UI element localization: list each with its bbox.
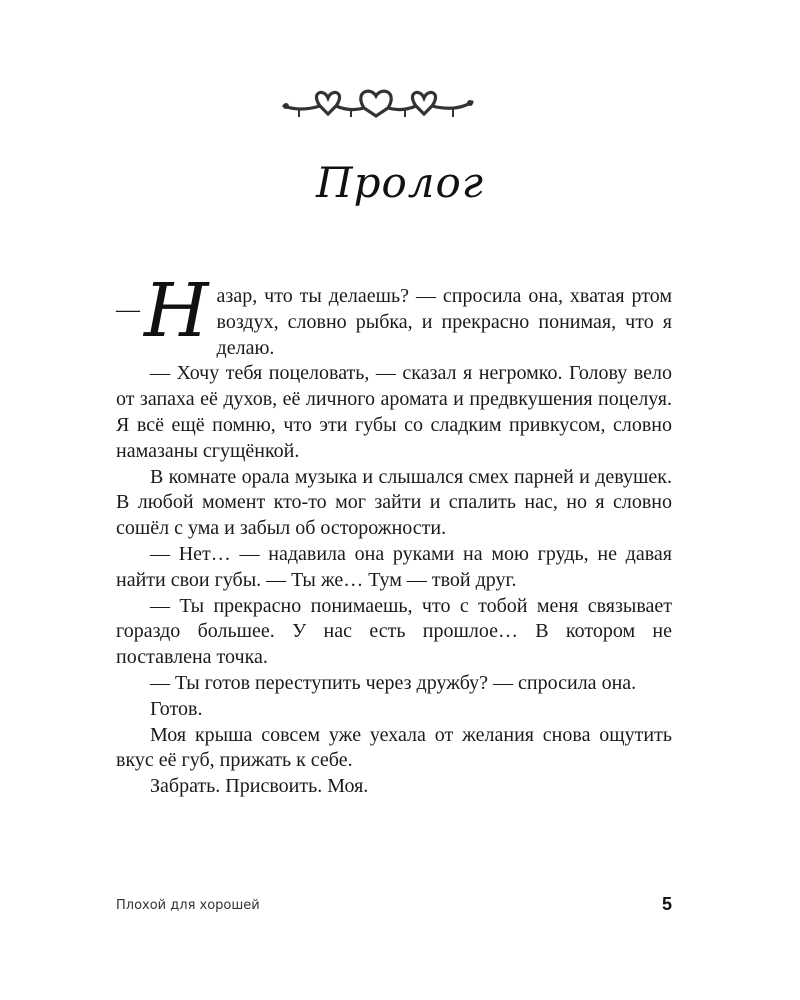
paragraph: Готов. [150, 697, 203, 720]
page-number: 5 [661, 894, 672, 914]
paragraph: — Хочу тебя поцеловать, — сказал я негромко. Голову вело от запаха её духов, её личного аромата и предвкушения поцелуя. Я всё ещё помню, что эти губы со сладким привкусом, словно намазаны сгущёнкой. [116, 362, 672, 462]
paragraph: — Ты прекрасно понимаешь, что с тобой меня связывает гораздо большее. У нас есть прошлое… В котором не поставлена точка. [116, 594, 672, 669]
chapter-title: Пролог [315, 158, 485, 207]
hearts-vine-ornament-icon [280, 82, 476, 126]
dropcap-dash: — [116, 297, 140, 323]
body-text [116, 268, 672, 800]
paragraph: Моя крыша совсем уже уехала от желания снова ощутить вкус её губ, прижать к себе. [116, 723, 672, 772]
paragraph: — Ты готов переступить через дружбу? — спросила она. [150, 671, 637, 694]
footer-book-title: Плохой для хорошей [116, 898, 260, 913]
paragraph-text: азар, что ты делаешь? — спросила она, хватая ртом воздух, словно рыбка, и прекрасно понимая, что я делаю. [216, 285, 672, 359]
dropcap-letter: Н [144, 268, 209, 354]
paragraph: — Нет… — надавила она руками на мою грудь, не давая найти свои губы. — Ты же… Тум — твой друг. [116, 542, 672, 591]
paragraph: В комнате орала музыка и слышался смех парней и девушек. В любой момент кто-то мог зайти и спалить нас, но я словно сошёл с ума и забыл об осторожности. [116, 465, 672, 540]
paragraph: Забрать. Присвоить. Моя. [150, 775, 369, 798]
paragraph [116, 268, 672, 361]
